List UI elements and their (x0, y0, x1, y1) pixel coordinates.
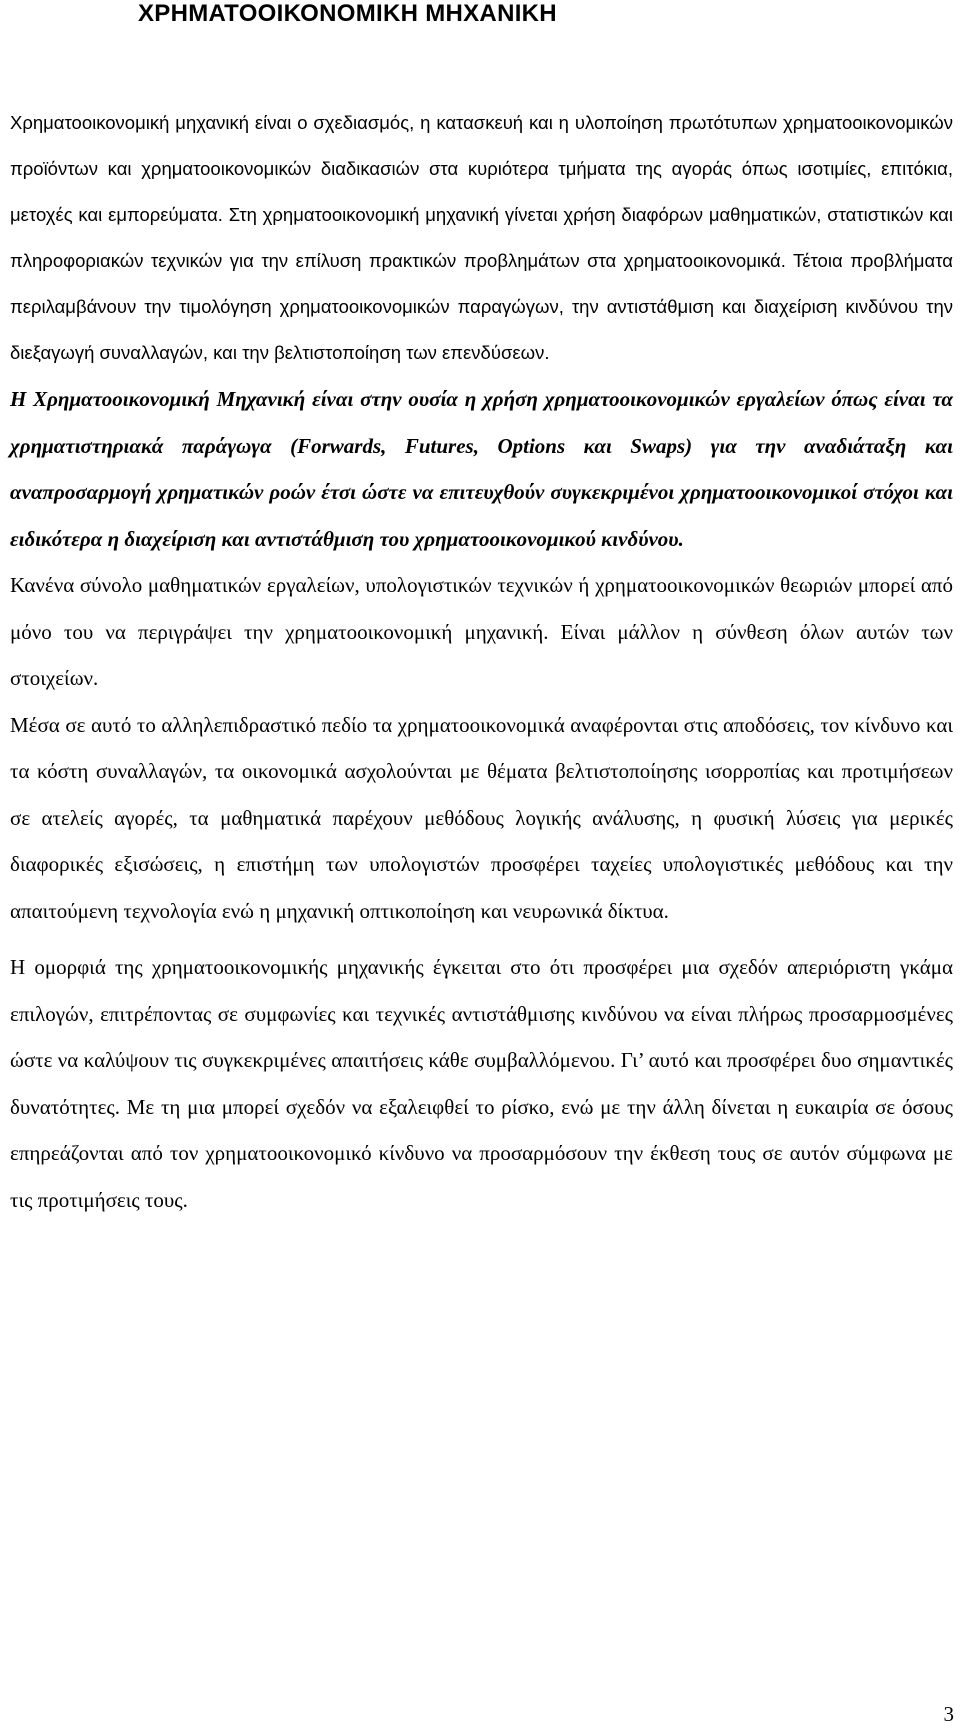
paragraph-derivatives: Η Χρηματοοικονομική Μηχανική είναι στην ουσία η χρήση χρηματοοικονομικών εργαλείων όπως είναι τα χρηματιστηριακά παράγωγα (Forwards, Futures, Options και Swaps) για την αναδιάταξη και αναπροσαρμογή χρηματικών ροών έτσι ώστε να επιτευχθούν συγκεκριμένοι χρηματοοικονομικοί στόχοι και ειδικότερα η διαχείριση και αντιστάθμιση του χρηματοοικονομικού κινδύνου. (10, 387, 953, 551)
paragraph-synthesis: Κανένα σύνολο μαθηματικών εργαλείων, υπολογιστικών τεχνικών ή χρηματοοικονομικών θεωριών μπορεί από μόνο του να περιγράψει την χρηματοοικονομική μηχανική. Είναι μάλλον η σύνθεση όλων αυτών των στοιχείων. (10, 573, 953, 690)
paragraph-interdisciplinary: Μέσα σε αυτό το αλληλεπιδραστικό πεδίο τα χρηματοοικονομικά αναφέρονται στις αποδόσεις, τον κίνδυνο και τα κόστη συναλλαγών, τα οικονομικά ασχολούνται με θέματα βελτιστοποίησης ισορροπίας και προτιμήσεων σε ατελείς αγορές, τα μαθηματικά παρέχουν μεθόδους λογικής ανάλυσης, η φυσική λύσεις για μερικές διαφορικές εξισώσεις, η επιστήμη των υπολογιστών προσφέρει ταχείες υπολογιστικές μεθόδους και την απαιτούμενη τεχνολογία ενώ η μηχανική οπτικοποίηση και νευρωνικά δίκτυα. (10, 712, 953, 923)
paragraph-definition: Χρηματοοικονομική μηχανική είναι ο σχεδιασμός, η κατασκευή και η υλοποίηση πρωτότυπων χρηματοοικονομικών προϊόντων και χρηματοοικονομικών διαδικασιών στα κυριότερα τμήματα της αγοράς όπως ισοτιμίες, επιτόκια, μετοχές και εμπορεύματα. Στη χρηματοοικονομική μηχανική γίνεται χρήση διαφόρων μαθηματικών, στατιστικών και πληροφοριακών τεχνικών για την επίλυση πρακτικών προβλημάτων στα χρηματοοικονομικά. Τέτοια προβλήματα περιλαμβάνουν την τιμολόγηση χρηματοοικονομικών παραγώγων, την αντιστάθμιση και διαχείριση κινδύνου την διεξαγωγή συναλλαγών, και την βελτιστοποίηση των επενδύσεων. (10, 112, 953, 363)
page-title: ΧΡΗΜΑΤΟΟΙΚΟΝΟΜΙΚΗ ΜΗΧΑΝΙΚΗ (138, 0, 557, 27)
paragraph-beauty: Η ομορφιά της χρηματοοικονομικής μηχανικής έγκειται στο ότι προσφέρει μια σχεδόν απεριόριστη γκάμα επιλογών, επιτρέποντας σε συμφωνίες και τεχνικές αντιστάθμισης κινδύνου να είναι πλήρως προσαρμοσμένες ώστε να καλύψουν τις συγκεκριμένες απαιτήσεις κάθε συμβαλλόμενου. Γι’ αυτό και προσφέρει δυο σημαντικές δυνατότητες. Με τη μια μπορεί σχεδόν να εξαλειφθεί το ρίσκο, ενώ με την άλλη δίνεται η ευκαιρία σε όσους επηρεάζονται από τον χρηματοοικονομικό κίνδυνο να προσαρμόσουν την έκθεση τους σε αυτόν σύμφωνα με τις προτιμήσεις τους. (10, 955, 953, 1212)
document-body (10, 100, 953, 1223)
page-number: 3 (943, 1702, 954, 1726)
